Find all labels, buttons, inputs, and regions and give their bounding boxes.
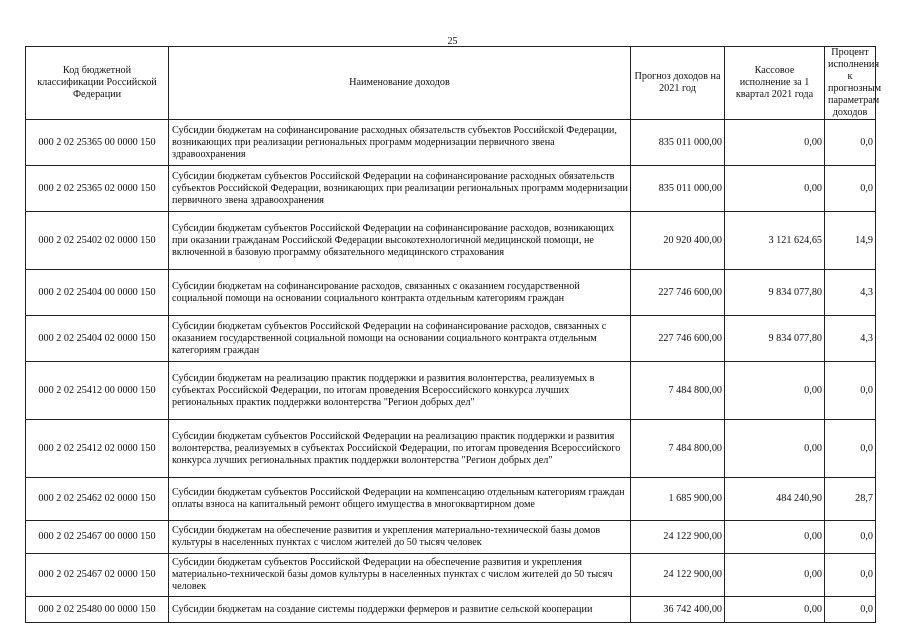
- row-cash-cell: 9 834 077,80: [725, 316, 825, 362]
- row-cash-cell: 0,00: [725, 362, 825, 420]
- row-percent-cell: 0,0: [825, 166, 876, 212]
- table-row: [26, 166, 876, 212]
- row-percent-cell: 4,3: [825, 270, 876, 316]
- row-name-cell: Субсидии бюджетам субъектов Российской Федерации на реализацию практик поддержки и развития волонтерства, реализуемых в субъектах Российской Федерации, по итогам проведения Всероссийского конкурса лучших региональных практик поддержки волонтерства "Регион добрых дел": [169, 420, 631, 478]
- row-code-cell: 000 2 02 25365 02 0000 150: [26, 166, 169, 212]
- row-percent-cell: 0,0: [825, 420, 876, 478]
- table-row: [26, 120, 876, 166]
- row-name-cell: Субсидии бюджетам субъектов Российской Федерации на обеспечение развития и укрепления материально-технической базы домов культуры в населенных пунктах с числом жителей до 50 тысяч человек: [169, 554, 631, 597]
- row-code-cell: 000 2 02 25404 00 0000 150: [26, 270, 169, 316]
- row-forecast-cell: 227 746 600,00: [631, 316, 725, 362]
- row-name-cell: Субсидии бюджетам на создание системы поддержки фермеров и развитие сельской кооперации: [169, 597, 631, 623]
- row-cash-cell: 484 240,90: [725, 478, 825, 521]
- row-name-cell: Субсидии бюджетам субъектов Российской Федерации на софинансирование расходов, возникающих при оказании гражданам Российской Федерации высокотехнологичной медицинской помощи, не включенной в базовую программу обязательного медицинского страхования: [169, 212, 631, 270]
- table-row: [26, 554, 876, 597]
- row-percent-cell: 28,7: [825, 478, 876, 521]
- row-code-cell: 000 2 02 25365 00 0000 150: [26, 120, 169, 166]
- row-cash-cell: 0,00: [725, 521, 825, 554]
- row-name-cell: Субсидии бюджетам на обеспечение развития и укрепления материально-технической базы домов культуры в населенных пунктах с числом жителей до 50 тысяч человек: [169, 521, 631, 554]
- header-name: Наименование доходов: [169, 47, 631, 120]
- row-cash-cell: 9 834 077,80: [725, 270, 825, 316]
- row-forecast-cell: 24 122 900,00: [631, 554, 725, 597]
- row-forecast-cell: 7 484 800,00: [631, 420, 725, 478]
- row-name-cell: Субсидии бюджетам субъектов Российской Федерации на софинансирование расходов, связанных с оказанием государственной социальной помощи на основании социального контракта отдельным категориям граждан: [169, 316, 631, 362]
- row-percent-cell: 14,9: [825, 212, 876, 270]
- row-code-cell: 000 2 02 25462 02 0000 150: [26, 478, 169, 521]
- table-header-row: [26, 47, 876, 120]
- table-row: [26, 270, 876, 316]
- row-forecast-cell: 227 746 600,00: [631, 270, 725, 316]
- table-body: [26, 120, 876, 623]
- row-percent-cell: 0,0: [825, 120, 876, 166]
- table-row: [26, 362, 876, 420]
- row-cash-cell: 0,00: [725, 120, 825, 166]
- row-forecast-cell: 20 920 400,00: [631, 212, 725, 270]
- row-name-cell: Субсидии бюджетам субъектов Российской Федерации на софинансирование расходных обязательств субъектов Российской Федерации, возникающих при реализации региональных программ модернизации первичного звена здравоохранения: [169, 166, 631, 212]
- row-percent-cell: 0,0: [825, 554, 876, 597]
- row-percent-cell: 0,0: [825, 521, 876, 554]
- row-forecast-cell: 7 484 800,00: [631, 362, 725, 420]
- row-percent-cell: 0,0: [825, 597, 876, 623]
- row-name-cell: Субсидии бюджетам на реализацию практик поддержки и развития волонтерства, реализуемых в субъектах Российской Федерации, по итогам проведения Всероссийского конкурса лучших региональных практик поддержки волонтерства "Регион добрых дел": [169, 362, 631, 420]
- row-code-cell: 000 2 02 25404 02 0000 150: [26, 316, 169, 362]
- row-percent-cell: 0,0: [825, 362, 876, 420]
- row-percent-cell: 4,3: [825, 316, 876, 362]
- header-code: Код бюджетной классификации Российской Федерации: [26, 47, 169, 120]
- row-code-cell: 000 2 02 25467 00 0000 150: [26, 521, 169, 554]
- header-percent: Процент исполнения к прогнозным параметрам доходов: [825, 47, 876, 120]
- row-forecast-cell: 1 685 900,00: [631, 478, 725, 521]
- table-row: [26, 420, 876, 478]
- table-row: [26, 597, 876, 623]
- row-code-cell: 000 2 02 25412 00 0000 150: [26, 362, 169, 420]
- row-cash-cell: 0,00: [725, 420, 825, 478]
- table-row: [26, 316, 876, 362]
- row-name-cell: Субсидии бюджетам на софинансирование расходов, связанных с оказанием государственной социальной помощи на основании социального контракта отдельным категориям граждан: [169, 270, 631, 316]
- row-code-cell: 000 2 02 25412 02 0000 150: [26, 420, 169, 478]
- header-cash: Кассовое исполнение за 1 квартал 2021 года: [725, 47, 825, 120]
- row-cash-cell: 0,00: [725, 597, 825, 623]
- row-name-cell: Субсидии бюджетам на софинансирование расходных обязательств субъектов Российской Федерации, возникающих при реализации региональных программ модернизации первичного звена здравоохранения: [169, 120, 631, 166]
- row-name-cell: Субсидии бюджетам субъектов Российской Федерации на компенсацию отдельным категориям граждан оплаты взноса на капитальный ремонт общего имущества в многоквартирном доме: [169, 478, 631, 521]
- row-code-cell: 000 2 02 25402 02 0000 150: [26, 212, 169, 270]
- row-code-cell: 000 2 02 25467 02 0000 150: [26, 554, 169, 597]
- page-number: 25: [447, 36, 458, 47]
- row-code-cell: 000 2 02 25480 00 0000 150: [26, 597, 169, 623]
- table-row: [26, 478, 876, 521]
- row-cash-cell: 3 121 624,65: [725, 212, 825, 270]
- row-forecast-cell: 835 011 000,00: [631, 120, 725, 166]
- row-forecast-cell: 835 011 000,00: [631, 166, 725, 212]
- header-forecast: Прогноз доходов на 2021 год: [631, 47, 725, 120]
- row-forecast-cell: 24 122 900,00: [631, 521, 725, 554]
- table-row: [26, 521, 876, 554]
- row-cash-cell: 0,00: [725, 554, 825, 597]
- row-forecast-cell: 36 742 400,00: [631, 597, 725, 623]
- row-cash-cell: 0,00: [725, 166, 825, 212]
- table-row: [26, 212, 876, 270]
- revenue-table: [25, 46, 882, 623]
